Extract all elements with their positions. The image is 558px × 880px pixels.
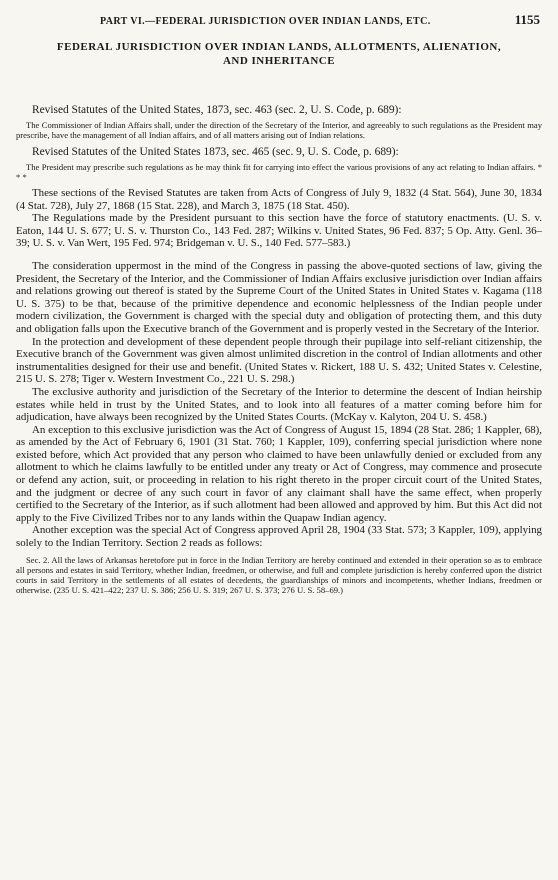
paragraph-exclusive-authority: The exclusive authority and jurisdiction of the Secretary of the Interior to determine the descent of Indian heirship estates while held in trust by the United States, and to look into all features of a matter coming before him for adjudication, have always been recognized by the United States Courts. (McKay v. Kalyton, 204 U. S. 458.): [16, 385, 542, 424]
statute-quote-463: The Commissioner of Indian Affairs shall, under the direction of the Secretary of the Interior, and agreeably to such regulations as the President may prescribe, have the management of all Indian affairs, and of all matters arising out of Indian relations.: [16, 120, 542, 140]
statute-citation-465: Revised Statutes of the United States 1873, sec. 465 (sec. 9, U. S. Code, p. 689):: [32, 146, 399, 158]
paragraph-protection: In the protection and development of these dependent people through their pupilage into self-reliant citizenship, the Executive branch of the Government was given almost unlimited discretion in the control of Indian allotments and other instrumentalities designed for their use and benefit. (United States v. Rickert, 188 U. S. 432; United States v. Celestine, 215 U. S. 278; Tiger v. Western Investment Co., 221 U. S. 298.): [16, 335, 542, 386]
body-text: [16, 103, 542, 595]
paragraph-regulations: The Regulations made by the President pursuant to this section have the force of statutory enactments. (U. S. v. Eaton, 144 U. S. 677; U. S. v. Thurston Co., 143 Fed. 287; Wilkins v. United States, 96 Fed. 837; 5 Op. Atty. Genl. 36–39; U. S. v. Van Wert, 195 Fed. 974; Bridgeman v. U. S., 140 Fed. 577–583.): [16, 212, 542, 250]
section-title: [16, 40, 542, 68]
paragraph-exception-1894: An exception to this exclusive jurisdiction was the Act of Congress of August 15, 1894 (28 Stat. 286; 1 Kappler, 68), as amended by the Act of February 6, 1901 (31 Stat. 760; 1 Kappler, 109), conferring special jurisdiction where none existed before, which Act provided that any person who claimed to have been unlawfully denied or excluded from any allotment to which he claims lawfully to be entitled under any treaty or Act of Congress, may commence and prosecute or defend any action, suit, or proceeding in relation to his right thereto in the proper circuit court of the United States, and the judgment or decree of any such court in favor of any claimant shall have the same effect, when properly certified to the Secretary of the Interior, as if such allotment had been allowed and approved by him. But this Act did not apply to the Five Civilized Tribes nor to any lands within the Quapaw Indian agency.: [16, 423, 542, 524]
paragraph-origin: These sections of the Revised Statutes are taken from Acts of Congress of July 9, 1832 (4 Stat. 564), June 30, 1834 (4 Stat. 728), July 27, 1868 (15 Stat. 228), and March 3, 1875 (18 Stat. 450).: [16, 187, 542, 212]
paragraph-consideration: The consideration uppermost in the mind of the Congress in passing the above-quoted sections of law, giving the President, the Secretary of the Interior, and the Commissioner of Indian Affairs exclusive jurisdiction over Indian affairs and relations growing out thereof is stated by the Supreme Court of the United States in United States v. Kagama (118 U. S. 375) to be that, because of the primitive dependence and economic helplessness of the Indian people under modern civilization, the Government is charged with the special duty and obligation of protecting them, and this duty and obligation falls upon the Executive branch of the Government and is properly vested in the Secretary of the Interior.: [16, 259, 542, 335]
paragraph-gap: [16, 250, 542, 260]
running-header: [100, 12, 540, 28]
statute-citation-463: Revised Statutes of the United States, 1873, sec. 463 (sec. 2, U. S. Code, p. 689):: [32, 104, 402, 116]
running-title: PART VI.—FEDERAL JURISDICTION OVER INDIAN LANDS, ETC.: [100, 16, 431, 27]
section-title-line-2: AND INHERITANCE: [222, 55, 336, 67]
page-number: 1155: [514, 12, 540, 27]
section-title-line-1: FEDERAL JURISDICTION OVER INDIAN LANDS, ALLOTMENTS, ALIENATION,: [56, 41, 502, 53]
statute-quote-465: The President may prescribe such regulations as he may think fit for carrying into effect the various provisions of any act relating to Indian affairs. * * *: [16, 162, 542, 182]
section-2-quote: Sec. 2. All the laws of Arkansas heretofore put in force in the Indian Territory are hereby continued and extended in their operation so as to embrace all persons and estates in said Territory, whether Indian, freedmen, or otherwise, and full and complete jurisdiction is hereby conferred upon the district courts in said Territory in the settlements of all estates of decedents, the guardianships of minors and incompetents, whether Indians, freedmen or otherwise. (235 U. S. 421–422; 237 U. S. 386; 256 U. S. 319; 267 U. S. 373; 276 U. S. 58–69.): [16, 554, 542, 595]
paragraph-exception-1904: Another exception was the special Act of Congress approved April 28, 1904 (33 Stat. 573; 3 Kappler, 109), applying solely to the Indian Territory. Section 2 reads as follows:: [16, 524, 542, 550]
